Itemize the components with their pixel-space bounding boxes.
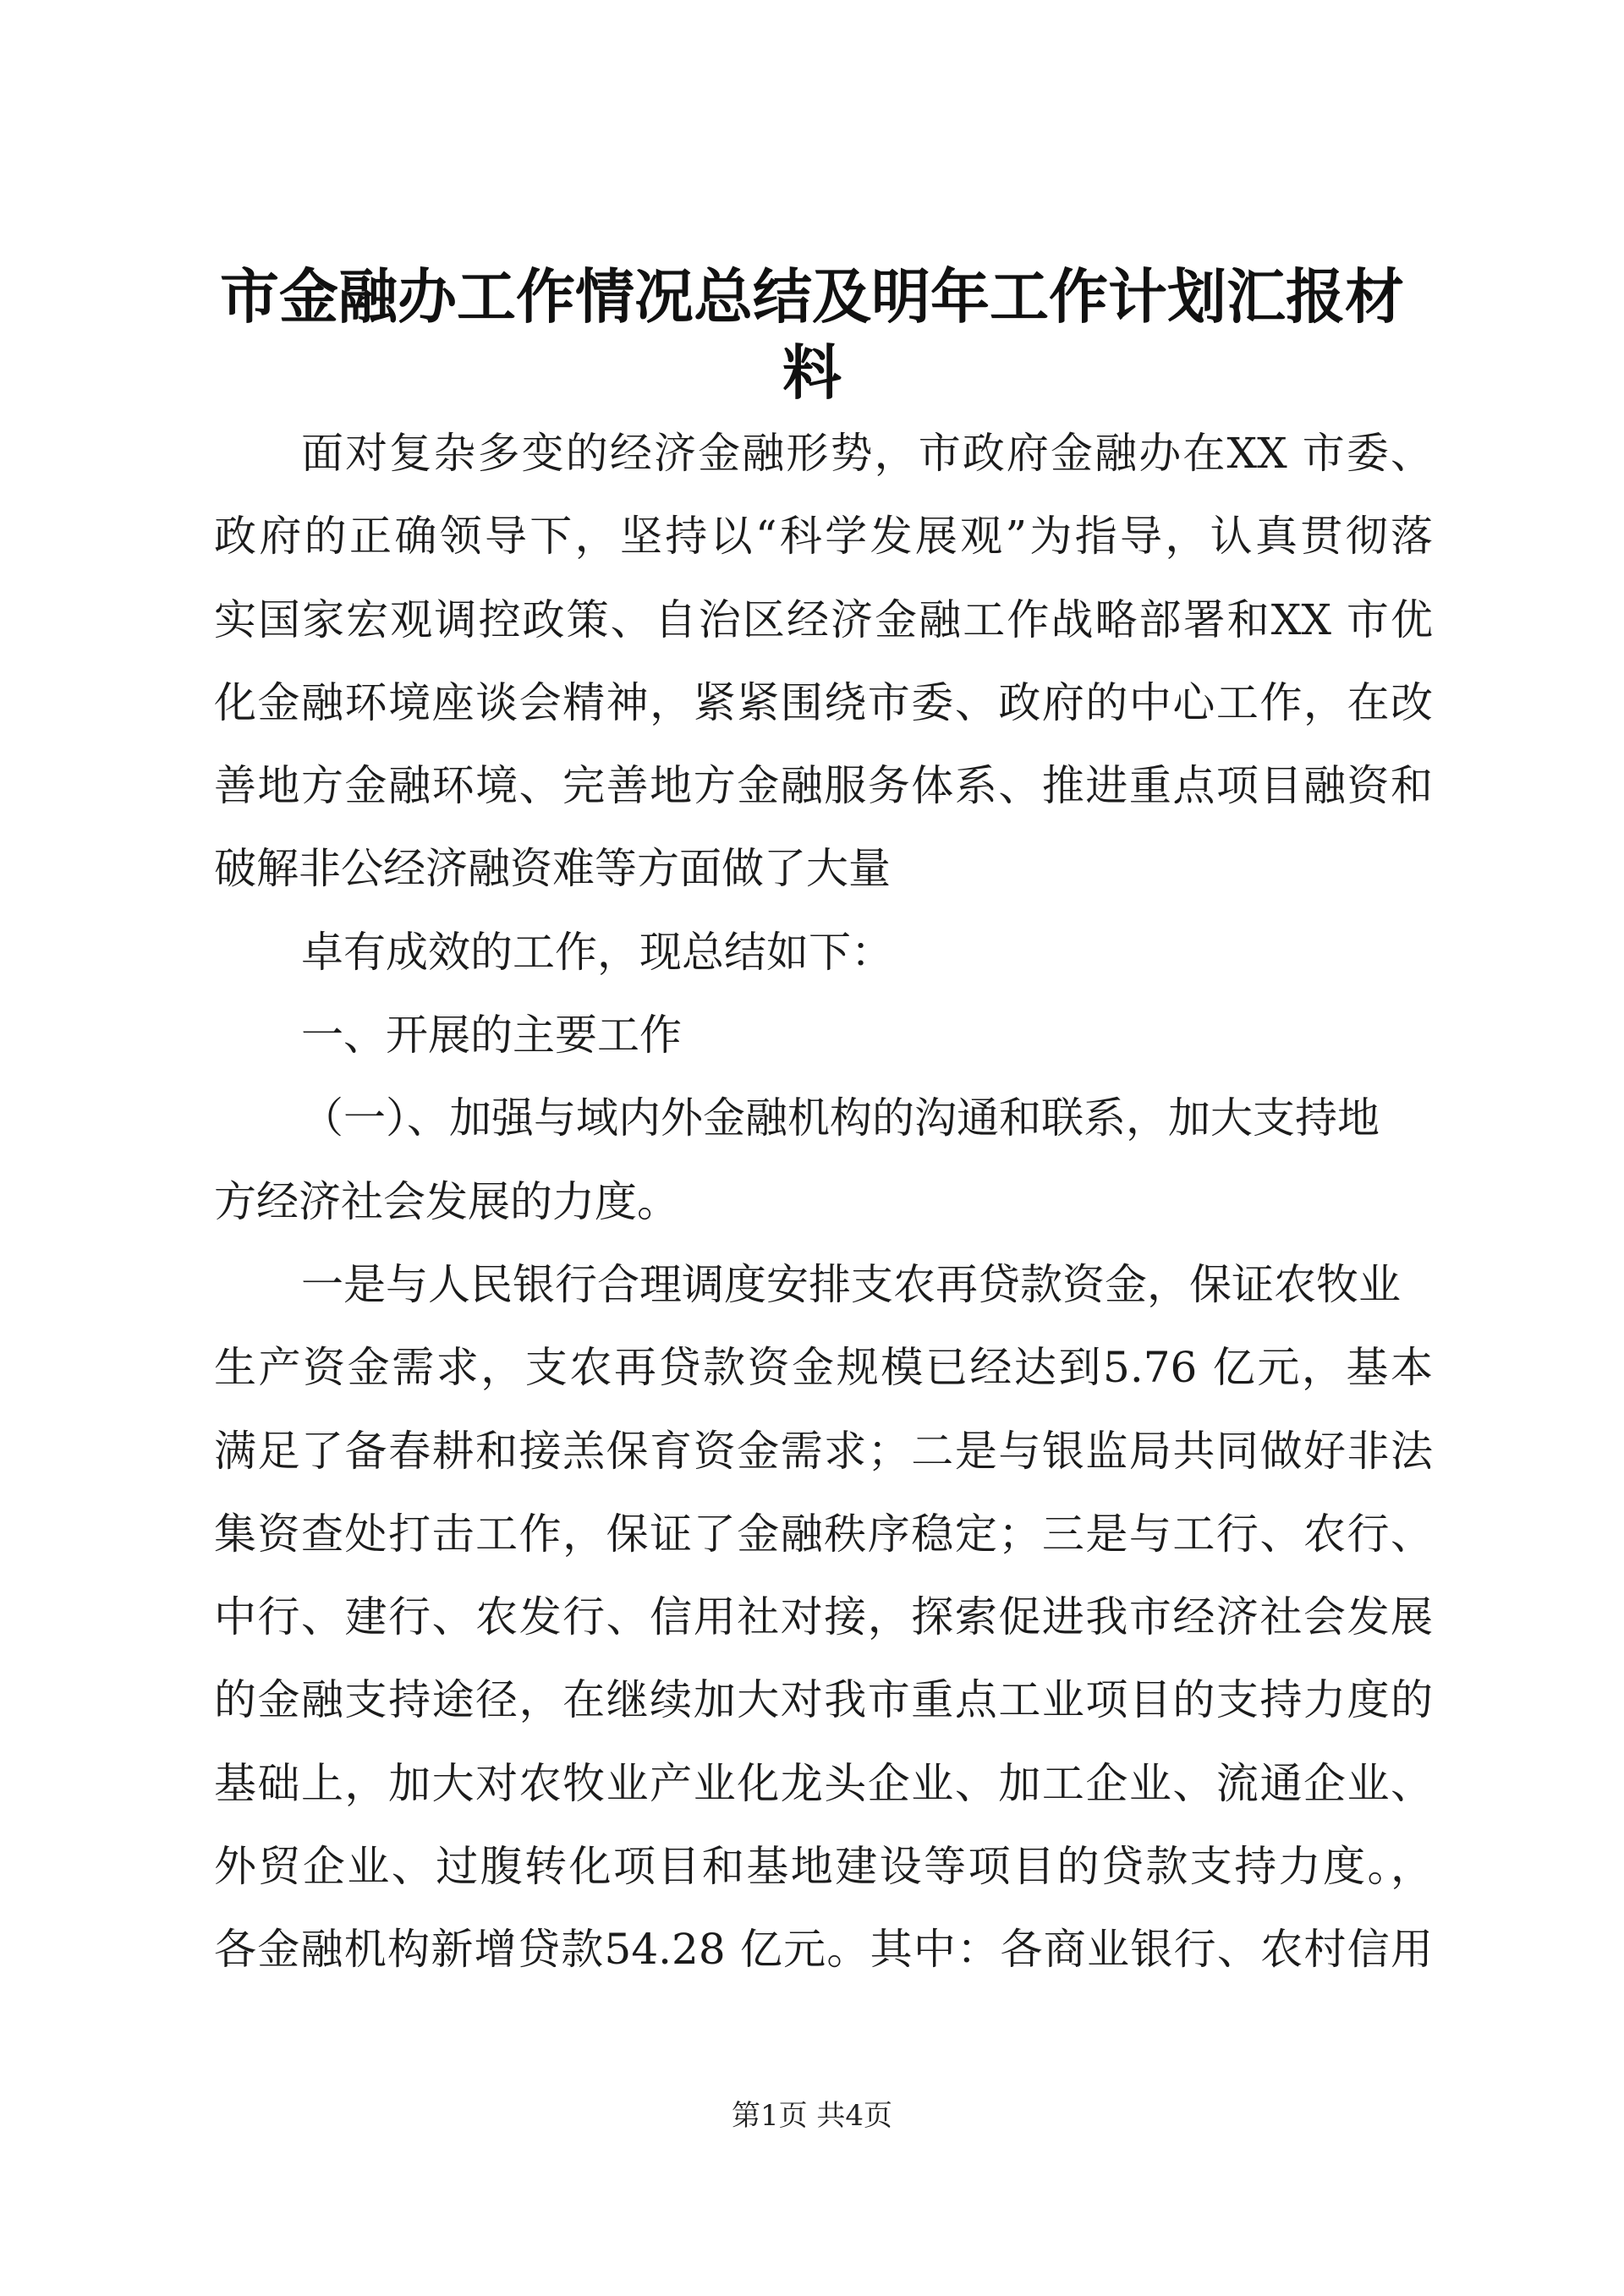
body-line: 面对复杂多变的经济金融形势，市政府金融办在XX 市委、 — [301, 429, 1433, 478]
body-line: 集资查处打击工作，保证了金融秩序稳定；三是与工行、农行、 — [214, 1509, 1433, 1559]
body-line: 政府的正确领导下，坚持以“科学发展观”为指导，认真贯彻落 — [214, 512, 1433, 562]
document-body — [214, 412, 1433, 1992]
body-line: 基础上，加大对农牧业产业化龙头企业、加工企业、流通企业、 — [214, 1758, 1433, 1808]
page-number: 第1页 共4页 — [731, 2099, 893, 2133]
body-line: 中行、建行、农发行、信用社对接，探索促进我市经济社会发展 — [214, 1592, 1433, 1642]
body-line: 破解非公经济融资难等方面做了大量 — [214, 844, 891, 894]
body-line: 化金融环境座谈会精神，紧紧围绕市委、政府的中心工作，在改 — [214, 677, 1433, 727]
body-line: 实国家宏观调控政策、自治区经济金融工作战略部署和XX 市优 — [214, 595, 1433, 644]
paragraph — [214, 1243, 1433, 1992]
section-heading — [214, 994, 1433, 1077]
document-title-line: 料 — [782, 337, 842, 408]
subsection-heading — [214, 1077, 1433, 1243]
body-line: 的金融支持途径，在继续加大对我市重点工业项目的支持力度的 — [214, 1675, 1433, 1725]
body-line: 生产资金需求，支农再贷款资金规模已经达到5.76 亿元，基本 — [214, 1343, 1433, 1393]
body-line: （一）、加强与域内外金融机构的沟通和联系，加大支持地 — [301, 1093, 1380, 1143]
paragraph — [214, 911, 1433, 994]
body-line: 方经济社会发展的力度。 — [214, 1176, 679, 1226]
document-title — [0, 259, 1624, 411]
body-line: 卓有成效的工作，现总结如下： — [301, 927, 893, 977]
body-line: 一是与人民银行合理调度安排支农再贷款资金，保证农牧业 — [301, 1259, 1401, 1309]
body-line: 各金融机构新增贷款54.28 亿元。其中：各商业银行、农村信用 — [214, 1925, 1433, 1975]
body-line: 外贸企业、过腹转化项目和基地建设等项目的贷款支持力度。， — [214, 1842, 1433, 1892]
body-line: 善地方金融环境、完善地方金融服务体系、推进重点项目融资和 — [214, 761, 1433, 811]
document-title-line: 市金融办工作情况总结及明年工作计划汇报材 — [220, 261, 1404, 332]
paragraph — [214, 412, 1433, 911]
body-line: 一、开展的主要工作 — [301, 1011, 682, 1060]
body-line: 满足了备春耕和接羔保育资金需求；二是与银监局共同做好非法 — [214, 1426, 1433, 1476]
